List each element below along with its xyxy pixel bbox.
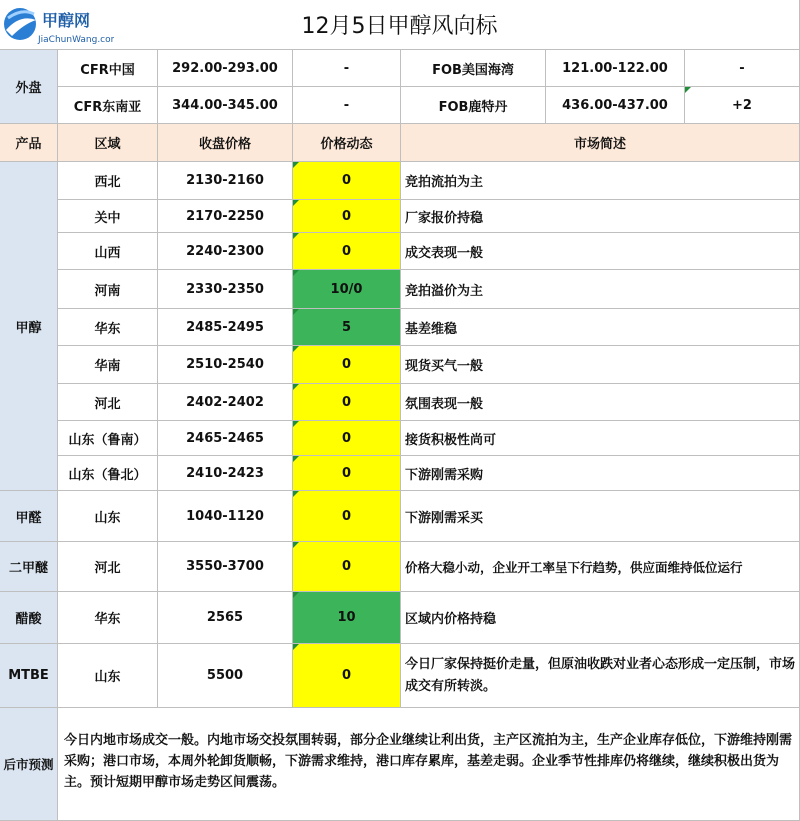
product-acetic-acid: 醋酸 — [0, 592, 58, 644]
price-cell: 2130-2160 — [158, 162, 293, 200]
comment-cell: 竞拍溢价为主 — [401, 270, 800, 309]
price-cell: 2402-2402 — [158, 384, 293, 421]
region-cell: 河北 — [58, 542, 158, 592]
comment-cell: 下游刚需采买 — [401, 491, 800, 542]
ext-a-change: - — [293, 50, 401, 87]
change-cell: 0 — [293, 200, 401, 233]
ext-b-name: FOB鹿特丹 — [401, 87, 546, 124]
change-cell: 5 — [293, 309, 401, 346]
change-cell: 0 — [293, 491, 401, 542]
price-cell: 2410-2423 — [158, 456, 293, 491]
price-cell: 2170-2250 — [158, 200, 293, 233]
ext-a-price: 344.00-345.00 — [158, 87, 293, 124]
price-cell: 5500 — [158, 644, 293, 708]
region-cell: 河北 — [58, 384, 158, 421]
col-header-region: 区域 — [58, 124, 158, 162]
comment-cell: 氛围表现一般 — [401, 384, 800, 421]
change-cell: 0 — [293, 162, 401, 200]
comment-cell: 区域内价格持稳 — [401, 592, 800, 644]
comment-cell: 厂家报价持稳 — [401, 200, 800, 233]
region-cell: 山东 — [58, 644, 158, 708]
price-cell: 1040-1120 — [158, 491, 293, 542]
change-cell: 0 — [293, 346, 401, 384]
comment-cell: 接货积极性尚可 — [401, 421, 800, 456]
comment-cell: 今日厂家保持挺价走量，但原油收跌对业者心态形成一定压制，市场成交有所转淡。 — [401, 644, 800, 708]
region-cell: 山东 — [58, 491, 158, 542]
comment-cell: 下游刚需采购 — [401, 456, 800, 491]
region-cell: 山西 — [58, 233, 158, 270]
col-header-comment: 市场简述 — [401, 124, 800, 162]
price-cell: 2240-2300 — [158, 233, 293, 270]
region-cell: 山东（鲁北） — [58, 456, 158, 491]
ext-a-change: - — [293, 87, 401, 124]
comment-cell: 基差维稳 — [401, 309, 800, 346]
page-title — [0, 0, 800, 50]
product-mtbe: MTBE — [0, 644, 58, 708]
external-label-text: 外盘 — [15, 81, 42, 96]
product-dme: 二甲醚 — [0, 542, 58, 592]
region-cell: 华东 — [58, 309, 158, 346]
globe-icon — [2, 4, 114, 48]
price-cell: 3550-3700 — [158, 542, 293, 592]
logo-name: 甲醇网 — [42, 11, 91, 30]
ext-a-price: 292.00-293.00 — [158, 50, 293, 87]
change-cell: 0 — [293, 542, 401, 592]
ext-a-name: CFR中国 — [58, 50, 158, 87]
col-header-product: 产品 — [0, 124, 58, 162]
region-cell: 华南 — [58, 346, 158, 384]
price-cell: 2485-2495 — [158, 309, 293, 346]
site-logo — [2, 4, 114, 48]
ext-a-name: CFR东南亚 — [58, 87, 158, 124]
change-cell: 0 — [293, 644, 401, 708]
change-cell: 0 — [293, 233, 401, 270]
price-cell: 2330-2350 — [158, 270, 293, 309]
forecast-label: 后市预测 — [0, 708, 58, 821]
ext-b-change: - — [685, 50, 800, 87]
ext-b-change: +2 — [685, 87, 800, 124]
region-cell: 河南 — [58, 270, 158, 309]
change-cell: 0 — [293, 384, 401, 421]
ext-b-price: 436.00-437.00 — [546, 87, 685, 124]
ext-b-price: 121.00-122.00 — [546, 50, 685, 87]
external-label — [0, 50, 58, 124]
region-cell: 关中 — [58, 200, 158, 233]
change-cell: 0 — [293, 421, 401, 456]
change-cell: 10/0 — [293, 270, 401, 309]
comment-cell: 竞拍流拍为主 — [401, 162, 800, 200]
change-cell: 10 — [293, 592, 401, 644]
region-cell: 山东（鲁南） — [58, 421, 158, 456]
col-header-change: 价格动态 — [293, 124, 401, 162]
page-title-text: 12月5日甲醇风向标 — [301, 14, 498, 39]
product-methanol: 甲醇 — [0, 162, 58, 491]
ext-b-name: FOB美国海湾 — [401, 50, 546, 87]
col-header-price: 收盘价格 — [158, 124, 293, 162]
product-formaldehyde: 甲醛 — [0, 491, 58, 542]
comment-cell: 现货买气一般 — [401, 346, 800, 384]
forecast-text: 今日内地市场成交一般。内地市场交投氛围转弱，部分企业继续让利出货，主产区流拍为主，生产企业库存低位，下游维持刚需采购；港口市场，本周外轮卸货顺畅，下游需求维持，港口库存累库，基差走弱。企业季节性排库仍将继续，继续积极出货为主。预计短期甲醇市场走势区间震荡。 — [58, 708, 800, 821]
change-cell: 0 — [293, 456, 401, 491]
price-cell: 2465-2465 — [158, 421, 293, 456]
price-cell: 2565 — [158, 592, 293, 644]
region-cell: 西北 — [58, 162, 158, 200]
price-cell: 2510-2540 — [158, 346, 293, 384]
logo-site: JiaChunWang.com — [38, 35, 114, 45]
comment-cell: 价格大稳小动，企业开工率呈下行趋势，供应面维持低位运行 — [401, 542, 800, 592]
comment-cell: 成交表现一般 — [401, 233, 800, 270]
region-cell: 华东 — [58, 592, 158, 644]
